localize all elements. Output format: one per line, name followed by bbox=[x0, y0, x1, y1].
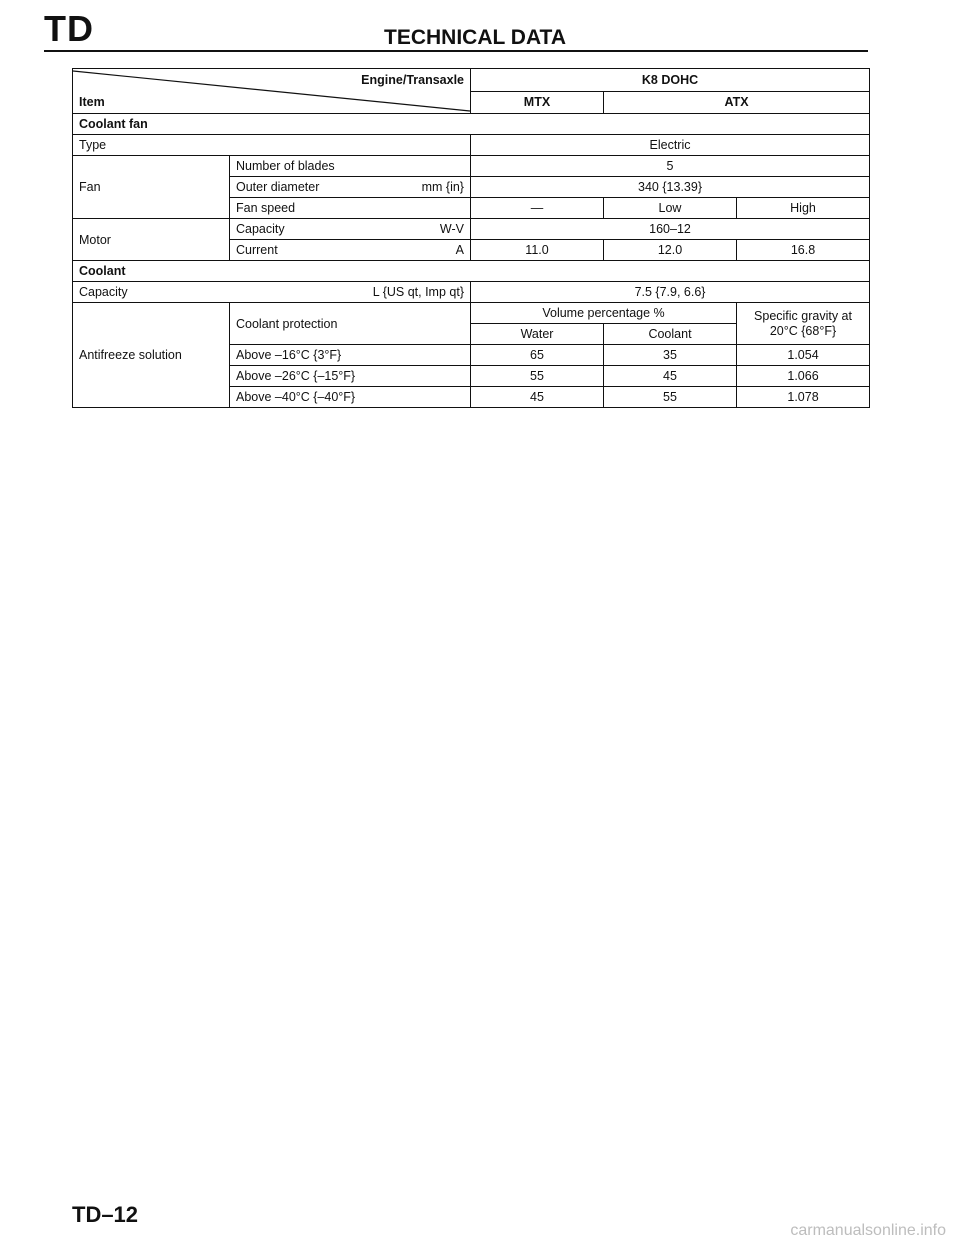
coolant-fan-section: Coolant fan bbox=[73, 114, 870, 135]
coolant-fan-section-row bbox=[73, 114, 870, 135]
current-mtx: 11.0 bbox=[471, 240, 604, 261]
fan-label: Fan bbox=[73, 156, 230, 219]
coolant-section: Coolant bbox=[73, 261, 870, 282]
diameter-unit: mm {in} bbox=[421, 180, 464, 194]
antifreeze-header-row bbox=[73, 303, 870, 324]
blades-row bbox=[73, 156, 870, 177]
mtx-header: MTX bbox=[471, 91, 604, 114]
fan-type-row bbox=[73, 135, 870, 156]
coolant-value: 55 bbox=[604, 387, 737, 408]
motor-label: Motor bbox=[73, 219, 230, 261]
motor-current-cell bbox=[230, 240, 471, 261]
atx-header: ATX bbox=[604, 91, 870, 114]
coolant-capacity-unit: L {US qt, Imp qt} bbox=[372, 285, 464, 299]
motor-capacity-cell bbox=[230, 219, 471, 240]
current-unit: A bbox=[455, 243, 464, 257]
water-header: Water bbox=[471, 324, 604, 345]
speed-high: High bbox=[737, 198, 870, 219]
current-high: 16.8 bbox=[737, 240, 870, 261]
type-value: Electric bbox=[471, 135, 870, 156]
capacity-value: 160–12 bbox=[471, 219, 870, 240]
volume-header: Volume percentage % bbox=[471, 303, 737, 324]
water-value: 65 bbox=[471, 345, 604, 366]
coolant-capacity-row bbox=[73, 282, 870, 303]
gravity-header: Specific gravity at 20°C {68°F} bbox=[737, 303, 870, 345]
gravity-value: 1.066 bbox=[737, 366, 870, 387]
coolant-value: 45 bbox=[604, 366, 737, 387]
gravity-value: 1.078 bbox=[737, 387, 870, 408]
page-title: TECHNICAL DATA bbox=[384, 26, 566, 49]
coolant-section-row bbox=[73, 261, 870, 282]
current-label: Current bbox=[236, 243, 278, 257]
current-low: 12.0 bbox=[604, 240, 737, 261]
gravity-value: 1.054 bbox=[737, 345, 870, 366]
protection-row-label: Above –16°C {3°F} bbox=[230, 345, 471, 366]
speed-mtx: — bbox=[471, 198, 604, 219]
engine-header: K8 DOHC bbox=[471, 69, 870, 92]
speed-low: Low bbox=[604, 198, 737, 219]
diameter-label: Outer diameter bbox=[236, 180, 320, 194]
protection-row-label: Above –26°C {–15°F} bbox=[230, 366, 471, 387]
blades-label: Number of blades bbox=[230, 156, 471, 177]
capacity-label: Capacity bbox=[236, 222, 285, 236]
engine-transaxle-label: Engine/Transaxle bbox=[361, 73, 464, 87]
diameter-cell bbox=[230, 177, 471, 198]
motor-capacity-row bbox=[73, 219, 870, 240]
water-value: 55 bbox=[471, 366, 604, 387]
protection-row-label: Above –40°C {–40°F} bbox=[230, 387, 471, 408]
item-label: Item bbox=[79, 95, 105, 109]
technical-data-table bbox=[72, 68, 870, 408]
section-code: TD bbox=[44, 8, 94, 49]
header-rule bbox=[44, 50, 868, 52]
speed-label: Fan speed bbox=[230, 198, 471, 219]
type-label: Type bbox=[73, 135, 471, 156]
water-value: 45 bbox=[471, 387, 604, 408]
corner-header-cell bbox=[73, 69, 471, 114]
coolant-capacity-value: 7.5 {7.9, 6.6} bbox=[471, 282, 870, 303]
antifreeze-label: Antifreeze solution bbox=[73, 303, 230, 408]
diameter-value: 340 {13.39} bbox=[471, 177, 870, 198]
header-row bbox=[73, 69, 870, 92]
capacity-unit: W-V bbox=[439, 222, 464, 236]
watermark: carmanualsonline.info bbox=[790, 1222, 946, 1239]
coolant-capacity-label: Capacity bbox=[79, 285, 128, 299]
page-number: TD–12 bbox=[72, 1202, 139, 1227]
coolant-value: 35 bbox=[604, 345, 737, 366]
blades-value: 5 bbox=[471, 156, 870, 177]
coolant-capacity-cell bbox=[73, 282, 471, 303]
protection-label: Coolant protection bbox=[230, 303, 471, 345]
coolant-header: Coolant bbox=[604, 324, 737, 345]
